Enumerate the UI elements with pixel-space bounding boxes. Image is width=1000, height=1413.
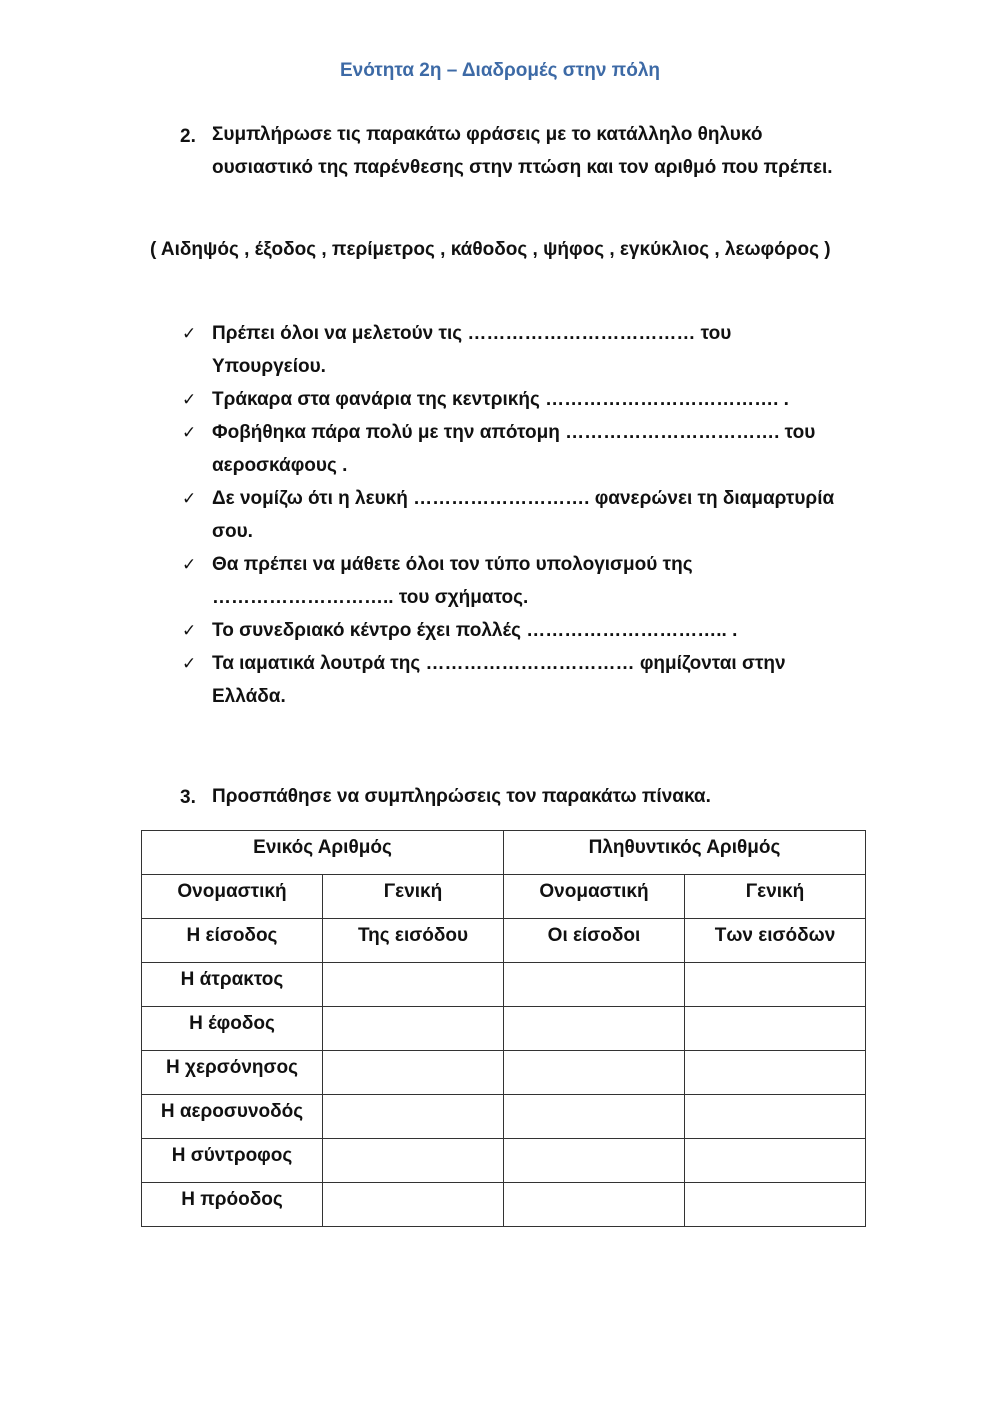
- exercise-3-instruction: Προσπάθησε να συμπληρώσεις τον παρακάτω πίνακα.: [212, 786, 711, 807]
- sentence-text: Φοβήθηκα πάρα πολύ με την απότομη ……………………………. του αεροσκάφους .: [212, 422, 816, 476]
- table-cell: Η άτρακτος: [142, 963, 323, 1007]
- checkmark-icon: ✓: [182, 423, 197, 442]
- sentence-text: Δε νομίζω ότι η λευκή ………………………. φανερώνει τη διαμαρτυρία σου.: [212, 488, 835, 542]
- sentence-item: [182, 614, 842, 647]
- subheader-genitive-singular: Γενική: [323, 875, 504, 919]
- sentence-text: Τράκαρα στα φανάρια της κεντρικής ………………………………. .: [212, 389, 789, 410]
- table-row: [142, 919, 866, 963]
- table-cell: Η έφοδος: [142, 1007, 323, 1051]
- sentence-item: [182, 383, 842, 416]
- answer-cell[interactable]: [504, 1183, 685, 1227]
- header-plural: Πληθυντικός Αριθμός: [504, 831, 866, 875]
- page-title: Ενότητα 2η – Διαδρομές στην πόλη: [339, 60, 660, 81]
- answer-cell[interactable]: [685, 1095, 866, 1139]
- sentence-item: [182, 548, 842, 614]
- table-row: [142, 1007, 866, 1051]
- subheader-genitive-plural: Γενική: [685, 875, 866, 919]
- table-row: [142, 1183, 866, 1227]
- answer-cell[interactable]: [323, 1139, 504, 1183]
- header-singular: Ενικός Αριθμός: [142, 831, 504, 875]
- answer-cell[interactable]: [685, 1007, 866, 1051]
- word-bank: ( Αιδηψός , έξοδος , περίμετρος , κάθοδος , ψήφος , εγκύκλιος , λεωφόρος ): [150, 239, 831, 260]
- answer-cell[interactable]: [685, 1051, 866, 1095]
- checkmark-icon: ✓: [182, 555, 197, 574]
- declension-table: [141, 830, 866, 1227]
- sentence-item: [182, 482, 842, 548]
- table-cell: Η αεροσυνοδός: [142, 1095, 323, 1139]
- answer-cell[interactable]: [323, 1095, 504, 1139]
- sentence-list: [182, 317, 842, 713]
- subheader-nominative-singular: Ονομαστική: [142, 875, 323, 919]
- table-row: [142, 1051, 866, 1095]
- exercise-2-instruction: Συμπλήρωσε τις παρακάτω φράσεις με το κατάλληλο θηλυκό ουσιαστικό της παρένθεσης στην πτώση και τον αριθμό που πρέπει.: [212, 124, 833, 178]
- subheader-nominative-plural: Ονομαστική: [504, 875, 685, 919]
- answer-cell[interactable]: [504, 1007, 685, 1051]
- table-cell: Οι είσοδοι: [504, 919, 685, 963]
- table-cell: Η είσοδος: [142, 919, 323, 963]
- table-cell: Η σύντροφος: [142, 1139, 323, 1183]
- sentence-item: [182, 317, 842, 383]
- answer-cell[interactable]: [504, 963, 685, 1007]
- answer-cell[interactable]: [323, 1183, 504, 1227]
- exercise-2-number: 2.: [180, 126, 196, 147]
- answer-cell[interactable]: [685, 1183, 866, 1227]
- answer-cell[interactable]: [504, 1139, 685, 1183]
- answer-cell[interactable]: [323, 963, 504, 1007]
- table-row: [142, 963, 866, 1007]
- sentence-item: [182, 647, 842, 713]
- table-row: [142, 1095, 866, 1139]
- table-row: [142, 1139, 866, 1183]
- sentence-text: Θα πρέπει να μάθετε όλοι τον τύπο υπολογισμού της ……………………….. του σχήματος.: [212, 554, 693, 608]
- checkmark-icon: ✓: [182, 489, 197, 508]
- sentence-text: Το συνεδριακό κέντρο έχει πολλές ………………………….. .: [212, 620, 738, 641]
- answer-cell[interactable]: [504, 1095, 685, 1139]
- exercise-3-number: 3.: [180, 787, 196, 808]
- answer-cell[interactable]: [685, 963, 866, 1007]
- table-cell: Η χερσόνησος: [142, 1051, 323, 1095]
- checkmark-icon: ✓: [182, 324, 197, 343]
- answer-cell[interactable]: [504, 1051, 685, 1095]
- sentence-text: Τα ιαματικά λουτρά της …………………………… φημίζονται στην Ελλάδα.: [212, 653, 786, 707]
- answer-cell[interactable]: [323, 1007, 504, 1051]
- checkmark-icon: ✓: [182, 654, 197, 673]
- answer-cell[interactable]: [685, 1139, 866, 1183]
- sentence-item: [182, 416, 842, 482]
- table-cell: Της εισόδου: [323, 919, 504, 963]
- table-cell: Η πρόοδος: [142, 1183, 323, 1227]
- answer-cell[interactable]: [323, 1051, 504, 1095]
- table-cell: Των εισόδων: [685, 919, 866, 963]
- checkmark-icon: ✓: [182, 621, 197, 640]
- checkmark-icon: ✓: [182, 390, 197, 409]
- sentence-text: Πρέπει όλοι να μελετούν τις ……………………………… του Υπουργείου.: [212, 323, 732, 377]
